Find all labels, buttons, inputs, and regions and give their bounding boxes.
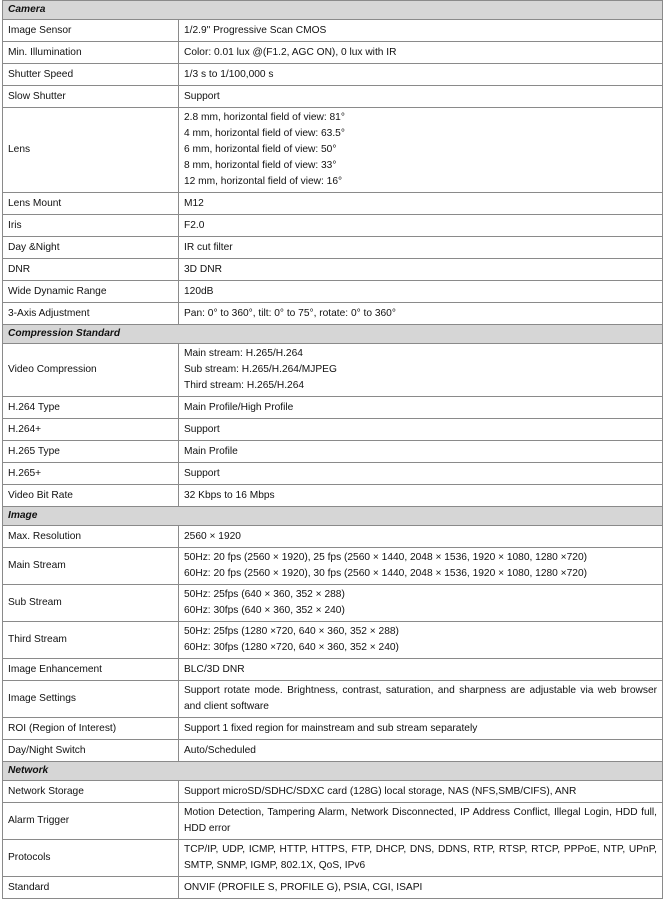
section-header [3, 507, 663, 526]
spec-value [179, 419, 663, 441]
section-title: Image [3, 507, 663, 526]
spec-value [179, 397, 663, 419]
spec-value-text: Support rotate mode. Brightness, contrast, saturation, and sharpness are adjustable via web browser and client software [184, 685, 658, 712]
spec-value [179, 526, 663, 548]
spec-label: H.265 Type [3, 441, 179, 463]
spec-row [3, 281, 663, 303]
spec-value-line: BLC/3D DNR [184, 663, 245, 675]
spec-value-line: Main Profile [184, 445, 238, 457]
spec-row [3, 463, 663, 485]
section-title: Network [3, 762, 663, 781]
spec-value-line: 1/3 s to 1/100,000 s [184, 68, 274, 80]
spec-value-line: Pan: 0° to 360°, tilt: 0° to 75°, rotate: 0° to 360° [184, 307, 396, 319]
spec-value-line: Support 1 fixed region for mainstream and sub stream separately [184, 722, 478, 734]
spec-label: Lens [3, 108, 179, 193]
spec-label: 3-Axis Adjustment [3, 303, 179, 325]
spec-value [179, 281, 663, 303]
spec-label: Alarm Trigger [3, 803, 179, 840]
spec-row [3, 108, 663, 193]
spec-value-line: 60Hz: 30fps (1280 ×720, 640 × 360, 352 × 240) [184, 642, 399, 653]
spec-value-line: Support [184, 467, 220, 479]
spec-value [179, 585, 663, 622]
spec-value [179, 86, 663, 108]
spec-value-line: Support [184, 423, 220, 435]
spec-value-line: IR cut filter [184, 241, 233, 253]
spec-value-line: ONVIF (PROFILE S, PROFILE G), PSIA, CGI, ISAPI [184, 881, 423, 893]
spec-row [3, 20, 663, 42]
spec-label: Image Sensor [3, 20, 179, 42]
spec-label: H.264+ [3, 419, 179, 441]
spec-row [3, 781, 663, 803]
spec-row [3, 718, 663, 740]
spec-row [3, 840, 663, 877]
spec-value-text: Motion Detection, Tampering Alarm, Network Disconnected, IP Address Conflict, Illegal Login, HDD full, HDD error [184, 807, 658, 834]
spec-value-line: 60Hz: 20 fps (2560 × 1920), 30 fps (2560 × 1440, 2048 × 1536, 1920 × 1080, 1280 ×720) [184, 568, 588, 579]
spec-value [179, 740, 663, 762]
spec-value-line: 2.8 mm, horizontal field of view: 81° [184, 112, 345, 123]
spec-label: Day/Night Switch [3, 740, 179, 762]
spec-row [3, 681, 663, 718]
spec-label: Max. Resolution [3, 526, 179, 548]
spec-label: Image Settings [3, 681, 179, 718]
spec-row [3, 622, 663, 659]
spec-label: Lens Mount [3, 193, 179, 215]
spec-value [179, 42, 663, 64]
spec-value-line: Auto/Scheduled [184, 744, 256, 756]
spec-row [3, 526, 663, 548]
spec-label: Iris [3, 215, 179, 237]
spec-value [179, 681, 663, 718]
spec-value [179, 840, 663, 877]
spec-row [3, 303, 663, 325]
spec-row [3, 237, 663, 259]
spec-row [3, 659, 663, 681]
spec-label: Wide Dynamic Range [3, 281, 179, 303]
spec-value-line: Sub stream: H.265/H.264/MJPEG [184, 364, 337, 375]
spec-row [3, 344, 663, 397]
spec-label: Video Bit Rate [3, 485, 179, 507]
spec-value [179, 781, 663, 803]
spec-label: Network Storage [3, 781, 179, 803]
spec-value [179, 259, 663, 281]
spec-value [179, 303, 663, 325]
spec-value-line: 60Hz: 30fps (640 × 360, 352 × 240) [184, 605, 345, 616]
spec-label: Shutter Speed [3, 64, 179, 86]
spec-value-line: Main Profile/High Profile [184, 401, 294, 413]
spec-label: Third Stream [3, 622, 179, 659]
spec-label: Protocols [3, 840, 179, 877]
spec-row [3, 215, 663, 237]
spec-value [179, 344, 663, 397]
spec-label: ROI (Region of Interest) [3, 718, 179, 740]
spec-value [179, 64, 663, 86]
spec-value [179, 548, 663, 585]
spec-row [3, 585, 663, 622]
spec-value [179, 108, 663, 193]
spec-table [2, 0, 663, 899]
spec-row [3, 740, 663, 762]
spec-value [179, 20, 663, 42]
spec-row [3, 42, 663, 64]
spec-value [179, 622, 663, 659]
spec-value [179, 441, 663, 463]
spec-value-line: 50Hz: 20 fps (2560 × 1920), 25 fps (2560 × 1440, 2048 × 1536, 1920 × 1080, 1280 ×720) [184, 552, 588, 563]
spec-value-line: 1/2.9" Progressive Scan CMOS [184, 24, 327, 36]
spec-value-line: 50Hz: 25fps (1280 ×720, 640 × 360, 352 × 288) [184, 626, 399, 637]
spec-value-line: 2560 × 1920 [184, 530, 241, 542]
spec-value-line: 50Hz: 25fps (640 × 360, 352 × 288) [184, 589, 345, 600]
spec-label: Image Enhancement [3, 659, 179, 681]
spec-value-line: Main stream: H.265/H.264 [184, 348, 303, 359]
spec-value-line: 32 Kbps to 16 Mbps [184, 489, 275, 501]
spec-row [3, 485, 663, 507]
spec-row [3, 877, 663, 899]
spec-value [179, 803, 663, 840]
spec-row [3, 441, 663, 463]
spec-table-body [3, 1, 663, 899]
spec-value-line: 3D DNR [184, 263, 222, 275]
spec-value [179, 659, 663, 681]
spec-value-line: Color: 0.01 lux @(F1.2, AGC ON), 0 lux with IR [184, 46, 397, 58]
spec-value-line: Support microSD/SDHC/SDXC card (128G) local storage, NAS (NFS,SMB/CIFS), ANR [184, 785, 577, 797]
section-header [3, 325, 663, 344]
spec-label: Standard [3, 877, 179, 899]
spec-value-line: F2.0 [184, 219, 205, 231]
spec-label: H.265+ [3, 463, 179, 485]
spec-value-line: Third stream: H.265/H.264 [184, 380, 305, 391]
spec-row [3, 193, 663, 215]
spec-label: Main Stream [3, 548, 179, 585]
spec-label: DNR [3, 259, 179, 281]
spec-value-line: 120dB [184, 285, 214, 297]
spec-row [3, 64, 663, 86]
spec-value [179, 193, 663, 215]
spec-row [3, 259, 663, 281]
section-title: Camera [3, 1, 663, 20]
spec-label: Day &Night [3, 237, 179, 259]
spec-label: Slow Shutter [3, 86, 179, 108]
spec-label: Sub Stream [3, 585, 179, 622]
spec-value [179, 877, 663, 899]
spec-row [3, 397, 663, 419]
spec-row [3, 803, 663, 840]
spec-row [3, 419, 663, 441]
spec-label: Min. Illumination [3, 42, 179, 64]
spec-value-line: M12 [184, 197, 204, 209]
spec-value-line: 8 mm, horizontal field of view: 33° [184, 160, 337, 171]
spec-value [179, 215, 663, 237]
spec-value [179, 485, 663, 507]
section-header [3, 762, 663, 781]
section-title: Compression Standard [3, 325, 663, 344]
spec-label: H.264 Type [3, 397, 179, 419]
spec-value [179, 463, 663, 485]
spec-value-line: 4 mm, horizontal field of view: 63.5° [184, 128, 345, 139]
spec-value-line: Support [184, 90, 220, 102]
spec-row [3, 86, 663, 108]
spec-value-text: TCP/IP, UDP, ICMP, HTTP, HTTPS, FTP, DHCP, DNS, DDNS, RTP, RTSP, RTCP, PPPoE, NTP, UPnP, SMTP, SNMP, IGMP, 802.1X, QoS, IPv6 [184, 844, 658, 871]
spec-value-line: 12 mm, horizontal field of view: 16° [184, 176, 343, 187]
spec-label: Video Compression [3, 344, 179, 397]
section-header [3, 1, 663, 20]
spec-value-line: 6 mm, horizontal field of view: 50° [184, 144, 337, 155]
spec-value [179, 237, 663, 259]
spec-row [3, 548, 663, 585]
spec-value [179, 718, 663, 740]
